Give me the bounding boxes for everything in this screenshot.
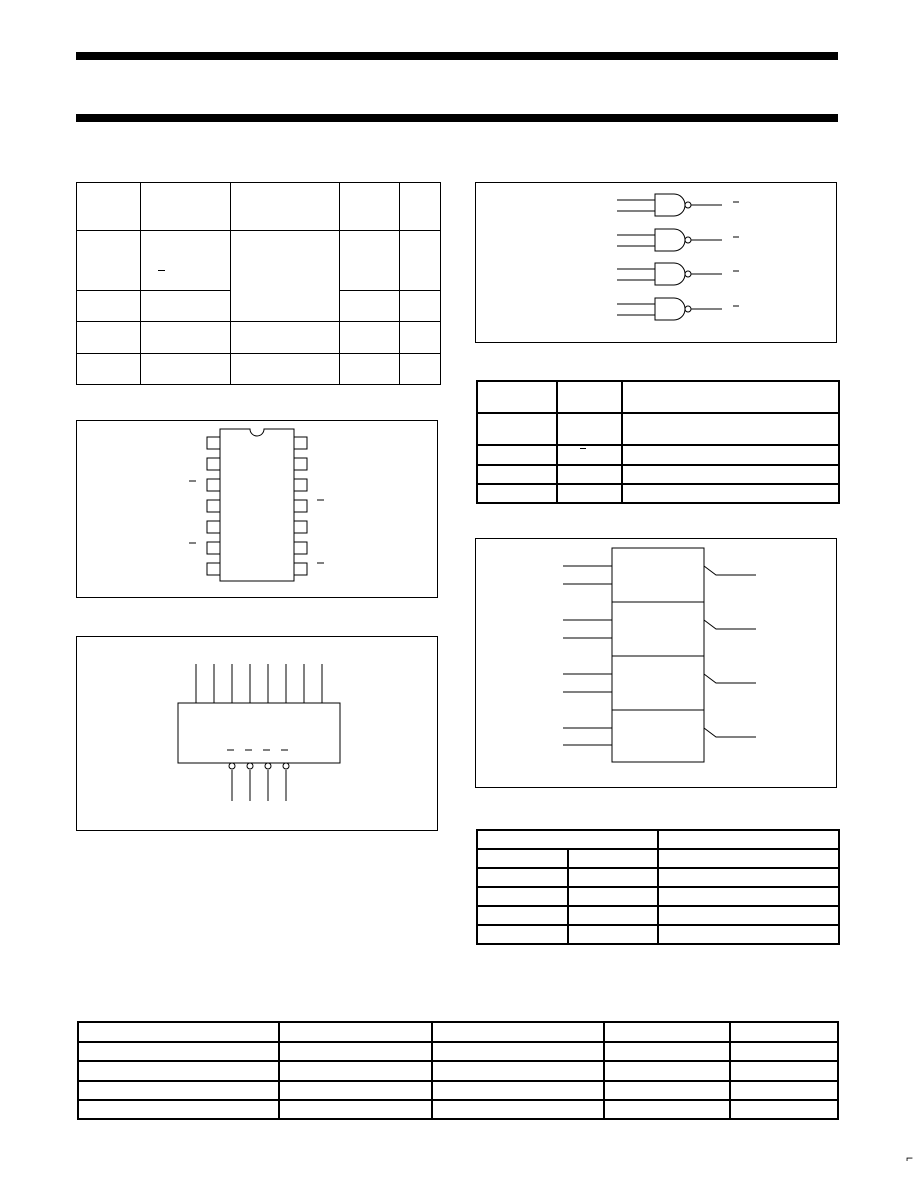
truth-overbar — [743, 849, 749, 850]
corner-mark: ⌐ — [906, 1151, 914, 1165]
truth-table — [476, 829, 840, 945]
ordering-table — [77, 1021, 839, 1120]
